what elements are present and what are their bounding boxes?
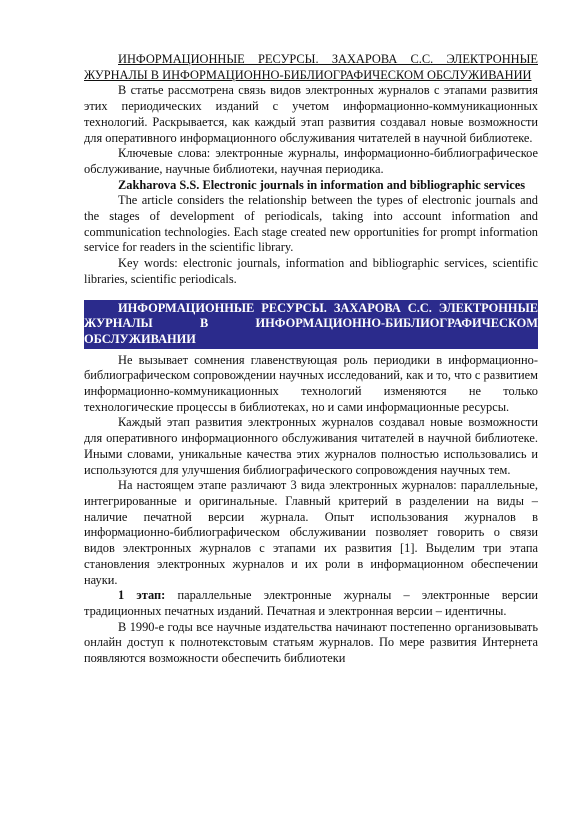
ru-article-title: ИНФОРМАЦИОННЫЕ РЕСУРСЫ. ЗАХАРОВА С.С. ЭЛЕКТРОННЫЕ ЖУРНАЛЫ В ИНФОРМАЦИОННО-БИБЛИОГРАФИЧЕСКОМ ОБСЛУЖИВАНИИ <box>84 52 538 82</box>
section-banner: ИНФОРМАЦИОННЫЕ РЕСУРСЫ. ЗАХАРОВА С.С. ЭЛЕКТРОННЫЕ ЖУРНАЛЫ В ИНФОРМАЦИОННО-БИБЛИОГРАФИЧЕСКОМ ОБСЛУЖИВАНИИ <box>84 300 538 349</box>
ru-abstract: В статье рассмотрена связь видов электронных журналов с этапами развития этих периодических изданий с учетом информационно-коммуникационных технологий. Раскрывается, как каждый этап развития создавал новые возможности для оперативного информационного обслуживания читателей в научной библиотеке. <box>84 83 538 145</box>
body-paragraph-1: Не вызывает сомнения главенствующая роль периодики в информационно-библиографическом сопровождении научных исследований, как и то, что с развитием информационно-коммуникационных технологий изменяются не только технологические процессы в библиотеках, но и сами информационные ресурсы. <box>84 352 538 414</box>
stage-1-text: параллельные электронные журналы – электронные версии традиционных печатных изданий. Печатная и электронная версии – идентичны. <box>84 588 538 618</box>
stage-1-label: 1 этап: <box>118 588 166 603</box>
en-abstract: The article considers the relationship between the types of electronic journals and the stages of development of periodicals, taking into account information and communication technologies. Each stage created new opportunities for prompt information service for readers in the scientific library. <box>84 193 538 255</box>
en-article-title: Zakharova S.S. Electronic journals in information and bibliographic services <box>118 177 526 192</box>
body-paragraph-3: На настоящем этапе различают 3 вида электронных журналов: параллельные, интегрированные и оригинальные. Главный критерий в разделении на виды – наличие печатной версии журнала. Опыт использования журналов в информационно-библиографическом обслуживании позволяет говорить о связи видов электронных журналов с этапами их развития [1]. Выделим три этапа становления электронных журналов и их роли в информационном обеспечении науки. <box>84 478 538 587</box>
en-keywords: Key words: electronic journals, information and bibliographic services, scientific libraries, scientific periodicals. <box>84 256 538 286</box>
document-page <box>84 52 538 667</box>
ru-keywords: Ключевые слова: электронные журналы, информационно-библиографическое обслуживание, научные библиотеки, научная периодика. <box>84 146 538 176</box>
body-paragraph-stage-1 <box>84 588 538 619</box>
body-paragraph-5: В 1990-е годы все научные издательства начинают постепенно организовывать онлайн доступ к полнотекстовым статьям журналов. По мере развития Интернета появляются возможности обеспечить библиотеки <box>84 619 538 666</box>
body-paragraph-2: Каждый этап развития электронных журналов создавал новые возможности для оперативного информационного обслуживания читателей в научной библиотеке. Иными словами, уникальные качества этих журналов полностью использовались и используются для улучшения библиографического сопровождения научных тем. <box>84 415 538 477</box>
